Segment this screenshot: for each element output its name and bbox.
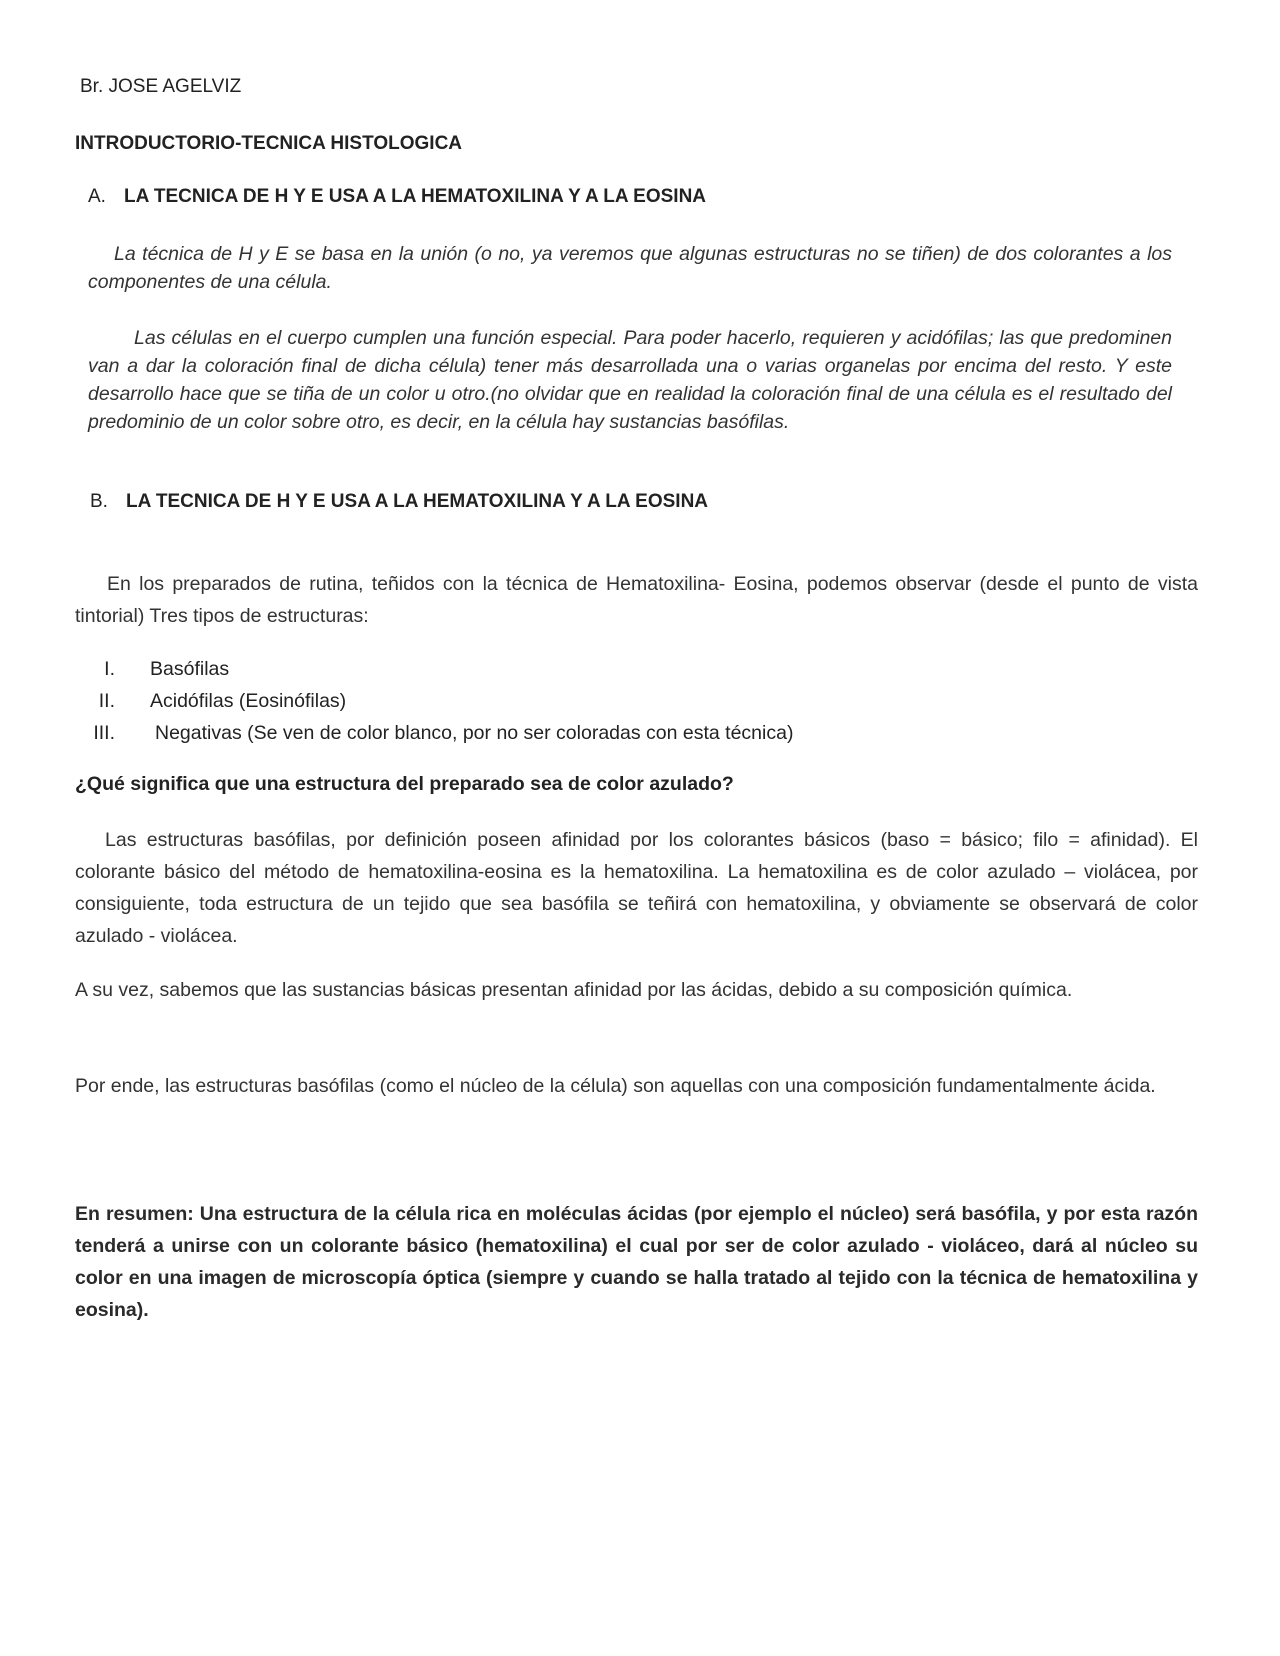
section-b-marker: B. xyxy=(90,491,108,512)
section-a-heading-text: LA TECNICA DE H Y E USA A LA HEMATOXILINA Y A LA EOSINA xyxy=(124,186,707,207)
section-a-paragraph-1: La técnica de H y E se basa en la unión (o no, ya veremos que algunas estructuras no se tiñen) de dos colorantes a los componentes de una célula. xyxy=(88,243,1172,293)
list-numeral: II. xyxy=(98,690,115,712)
list-item-text: Acidófilas (Eosinófilas) xyxy=(150,690,347,712)
paragraph-a-su-vez: A su vez, sabemos que las sustancias básicas presentan afinidad por las ácidas, debido a su composición química. xyxy=(75,979,1073,1001)
section-b-heading xyxy=(90,491,708,513)
section-a-marker: A. xyxy=(88,186,106,207)
section-b-intro: En los preparados de rutina, teñidos con la técnica de Hematoxilina- Eosina, podemos observar (desde el punto de vista tintorial) Tres tipos de estructuras: xyxy=(75,573,1198,627)
document-title: INTRODUCTORIO-TECNICA HISTOLOGICA xyxy=(75,133,463,154)
question-heading: ¿Qué significa que una estructura del preparado sea de color azulado? xyxy=(75,773,734,795)
section-b-heading-text: LA TECNICA DE H Y E USA A LA HEMATOXILINA Y A LA EOSINA xyxy=(126,491,709,512)
list-item xyxy=(75,685,1075,717)
list-numeral: I. xyxy=(104,658,115,680)
author-name: Br. JOSE AGELVIZ xyxy=(80,76,242,97)
list-numeral: III. xyxy=(93,722,115,744)
list-item xyxy=(75,717,1075,749)
list-item-text: Negativas (Se ven de color blanco, por no ser coloradas con esta técnica) xyxy=(155,722,794,744)
list-item-text: Basófilas xyxy=(150,658,230,680)
paragraph-resumen: En resumen: Una estructura de la célula rica en moléculas ácidas (por ejemplo el núcleo) será basófila, y por esta razón tenderá a unirse con un colorante básico (hematoxilina) el cual por ser de color azulado - violáceo, dará al núcleo su color en una imagen de microscopía óptica (siempre y cuando se halla tratado al tejido con la técnica de hematoxilina y eosina). xyxy=(75,1203,1198,1321)
section-a-paragraph-2: Las células en el cuerpo cumplen una función especial. Para poder hacerlo, requieren y acidófilas; las que predominen van a dar la coloración final de dicha célula) tener más desarrollada una o varias organelas por encima del resto. Y este desarrollo hace que se tiña de un color u otro.(no olvidar que en realidad la coloración final de una célula es el resultado del predominio de un color sobre otro, es decir, en la célula hay sustancias basófilas. xyxy=(88,327,1172,433)
paragraph-basofilas: Las estructuras basófilas, por definición poseen afinidad por los colorantes básicos (baso = básico; filo = afinidad). El colorante básico del método de hematoxilina-eosina es la hematoxilina. La hematoxilina es de color azulado – violácea, por consiguiente, toda estructura de un tejido que sea basófila se teñirá con hematoxilina, y obviamente se observará de color azulado - violácea. xyxy=(75,829,1198,947)
paragraph-por-ende: Por ende, las estructuras basófilas (como el núcleo de la célula) son aquellas con una composición fundamentalmente ácida. xyxy=(75,1075,1156,1097)
section-a-heading xyxy=(88,186,706,208)
structure-types-list xyxy=(75,653,1075,749)
list-item xyxy=(75,653,1075,685)
